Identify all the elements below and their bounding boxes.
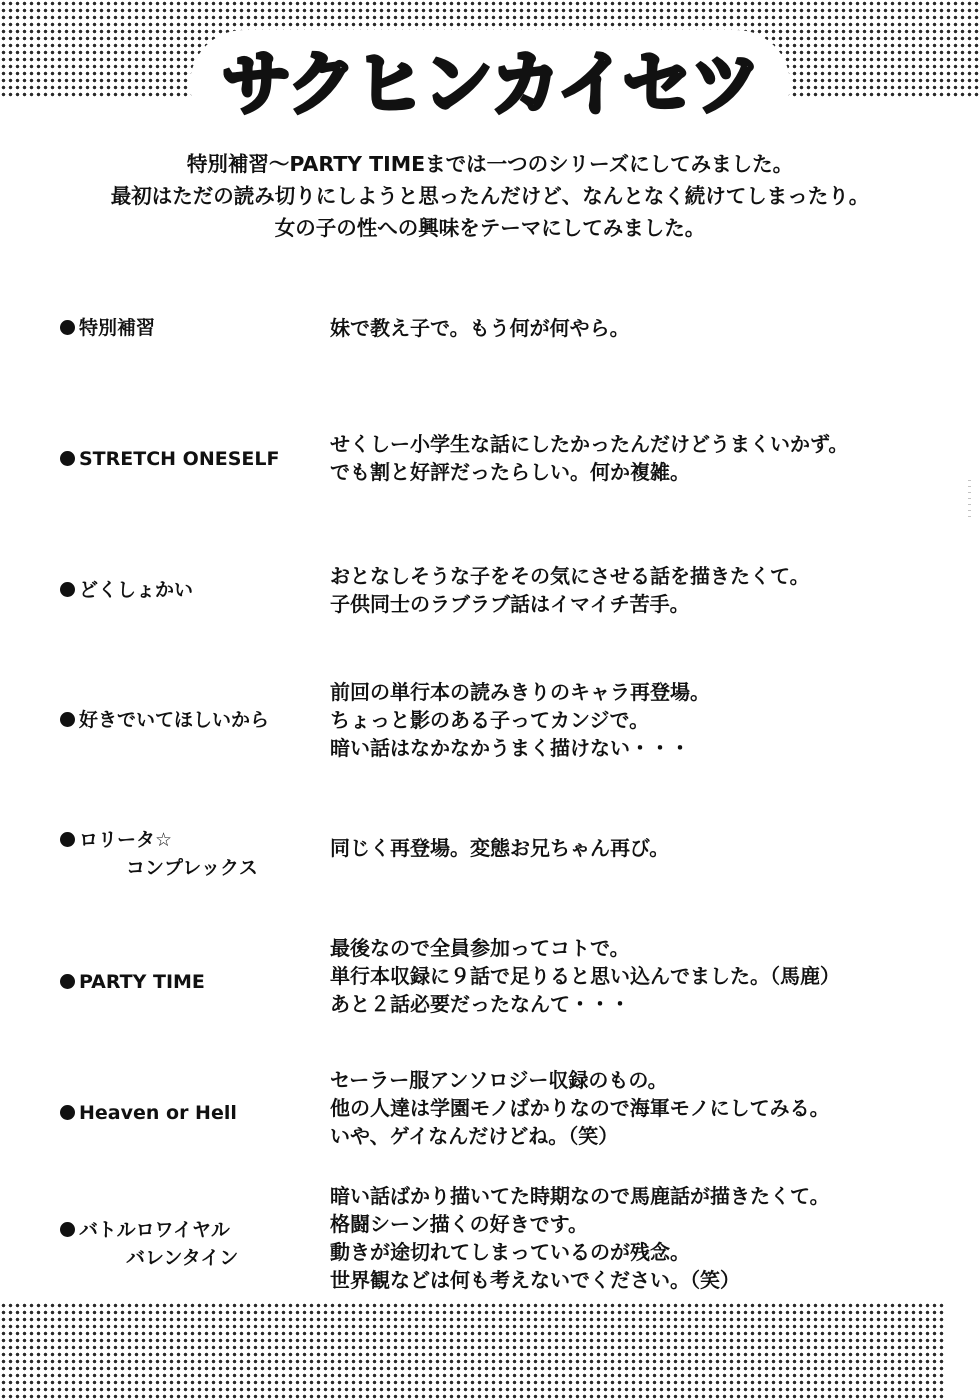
entry-party-time bbox=[60, 934, 940, 1020]
entry-label bbox=[60, 706, 322, 734]
entry-description-line: 他の人達は学園モノばかりなので海軍モノにしてみる。 bbox=[330, 1096, 830, 1120]
entry-label-text: バトルロワイヤル bbox=[79, 1219, 230, 1241]
entry-label bbox=[60, 1216, 322, 1272]
entry-description bbox=[330, 934, 930, 1018]
entry-description-line: 動きが途切れてしまっているのが残念。 bbox=[330, 1240, 690, 1264]
entry-description-line: おとなしそうな子をその気にさせる話を描きたくて。 bbox=[330, 564, 810, 588]
entry-label-text: コンプレックス bbox=[126, 857, 258, 879]
bullet-icon bbox=[60, 712, 75, 727]
bullet-icon bbox=[60, 832, 75, 847]
entry-tokubetsu-hoshu bbox=[60, 314, 940, 354]
entry-description bbox=[330, 834, 930, 862]
intro-line: 最初はただの読み切りにしようと思ったんだけど、なんとなく続けてしまったり。 bbox=[110, 184, 870, 208]
entry-label-text: PARTY TIME bbox=[79, 971, 205, 993]
entry-description bbox=[330, 430, 930, 486]
entry-label bbox=[60, 968, 322, 996]
entry-description bbox=[330, 314, 930, 342]
entry-label bbox=[60, 576, 322, 604]
entry-stretch-oneself bbox=[60, 430, 940, 490]
bullet-icon bbox=[60, 1222, 75, 1237]
entry-label-text: 好きでいてほしいから bbox=[79, 709, 270, 731]
entry-description-line: 子供同士のラブラブ話はイマイチ苦手。 bbox=[330, 592, 690, 616]
entry-description-line: でも割と好評だったらしい。何か複雑。 bbox=[330, 460, 690, 484]
halftone-bottom-band bbox=[0, 1302, 946, 1400]
intro-text bbox=[60, 148, 920, 244]
entry-dokushokai bbox=[60, 562, 940, 622]
entry-description bbox=[330, 562, 930, 618]
entry-label-text: バレンタイン bbox=[126, 1247, 239, 1269]
entry-description-line: 暗い話はなかなかうまく描けない・・・ bbox=[330, 736, 690, 760]
entry-description bbox=[330, 1182, 930, 1294]
bullet-icon bbox=[60, 451, 75, 466]
bullet-icon bbox=[60, 974, 75, 989]
entry-label-text: STRETCH ONESELF bbox=[79, 448, 280, 470]
entry-label-text: どくしょかい bbox=[79, 579, 194, 601]
title-bubble bbox=[190, 30, 790, 138]
entry-description-line: 暗い話ばかり描いてた時期なので馬鹿話が描きたくて。 bbox=[330, 1184, 830, 1208]
entry-description-line: せくしー小学生な話にしたかったんだけどうまくいかず。 bbox=[330, 432, 849, 456]
page-title: サクヒンカイセツ bbox=[221, 43, 759, 125]
entry-label bbox=[60, 314, 322, 342]
entry-description-line: 世界観などは何も考えないでください。（笑） bbox=[330, 1268, 740, 1292]
entry-description-line: ちょっと影のある子ってカンジで。 bbox=[330, 708, 650, 732]
entry-label bbox=[60, 445, 322, 473]
entry-label-text: ロリータ☆ bbox=[79, 829, 173, 851]
entry-description-line: 妹で教え子で。もう何が何やら。 bbox=[330, 316, 630, 340]
intro-line: 女の子の性への興味をテーマにしてみました。 bbox=[274, 216, 706, 240]
entry-label bbox=[60, 826, 322, 882]
entry-label bbox=[60, 1099, 322, 1127]
bullet-icon bbox=[60, 1105, 75, 1120]
entry-description bbox=[330, 1066, 930, 1150]
entry-description-line: 単行本収録に９話で足りると思い込んでました。（馬鹿） bbox=[330, 964, 840, 988]
entry-description-line: あと２話必要だったなんて・・・ bbox=[330, 992, 630, 1016]
entry-description bbox=[330, 678, 930, 762]
intro-line: 特別補習～PARTY TIMEまでは一つのシリーズにしてみました。 bbox=[186, 152, 794, 176]
entry-description-line: 最後なので全員参加ってコトで。 bbox=[330, 936, 630, 960]
entry-label-text: 特別補習 bbox=[79, 317, 156, 339]
entry-lolita-complex bbox=[60, 826, 940, 886]
entry-description-line: 同じく再登場。変態お兄ちゃん再び。 bbox=[330, 836, 670, 860]
entry-suki-de-ite-hoshii-kara bbox=[60, 678, 940, 764]
page-edge-mark bbox=[968, 480, 971, 520]
entry-battle-royale-valentine bbox=[60, 1182, 940, 1296]
bullet-icon bbox=[60, 320, 75, 335]
entry-label-text: Heaven or Hell bbox=[79, 1102, 237, 1124]
entry-description-line: 格闘シーン描くの好きです。 bbox=[330, 1212, 588, 1236]
entry-heaven-or-hell bbox=[60, 1066, 940, 1152]
bullet-icon bbox=[60, 582, 75, 597]
entry-description-line: セーラー服アンソロジー収録のもの。 bbox=[330, 1068, 668, 1092]
entry-description-line: 前回の単行本の読みきりのキャラ再登場。 bbox=[330, 680, 710, 704]
entry-description-line: いや、ゲイなんだけどね。（笑） bbox=[330, 1124, 619, 1148]
